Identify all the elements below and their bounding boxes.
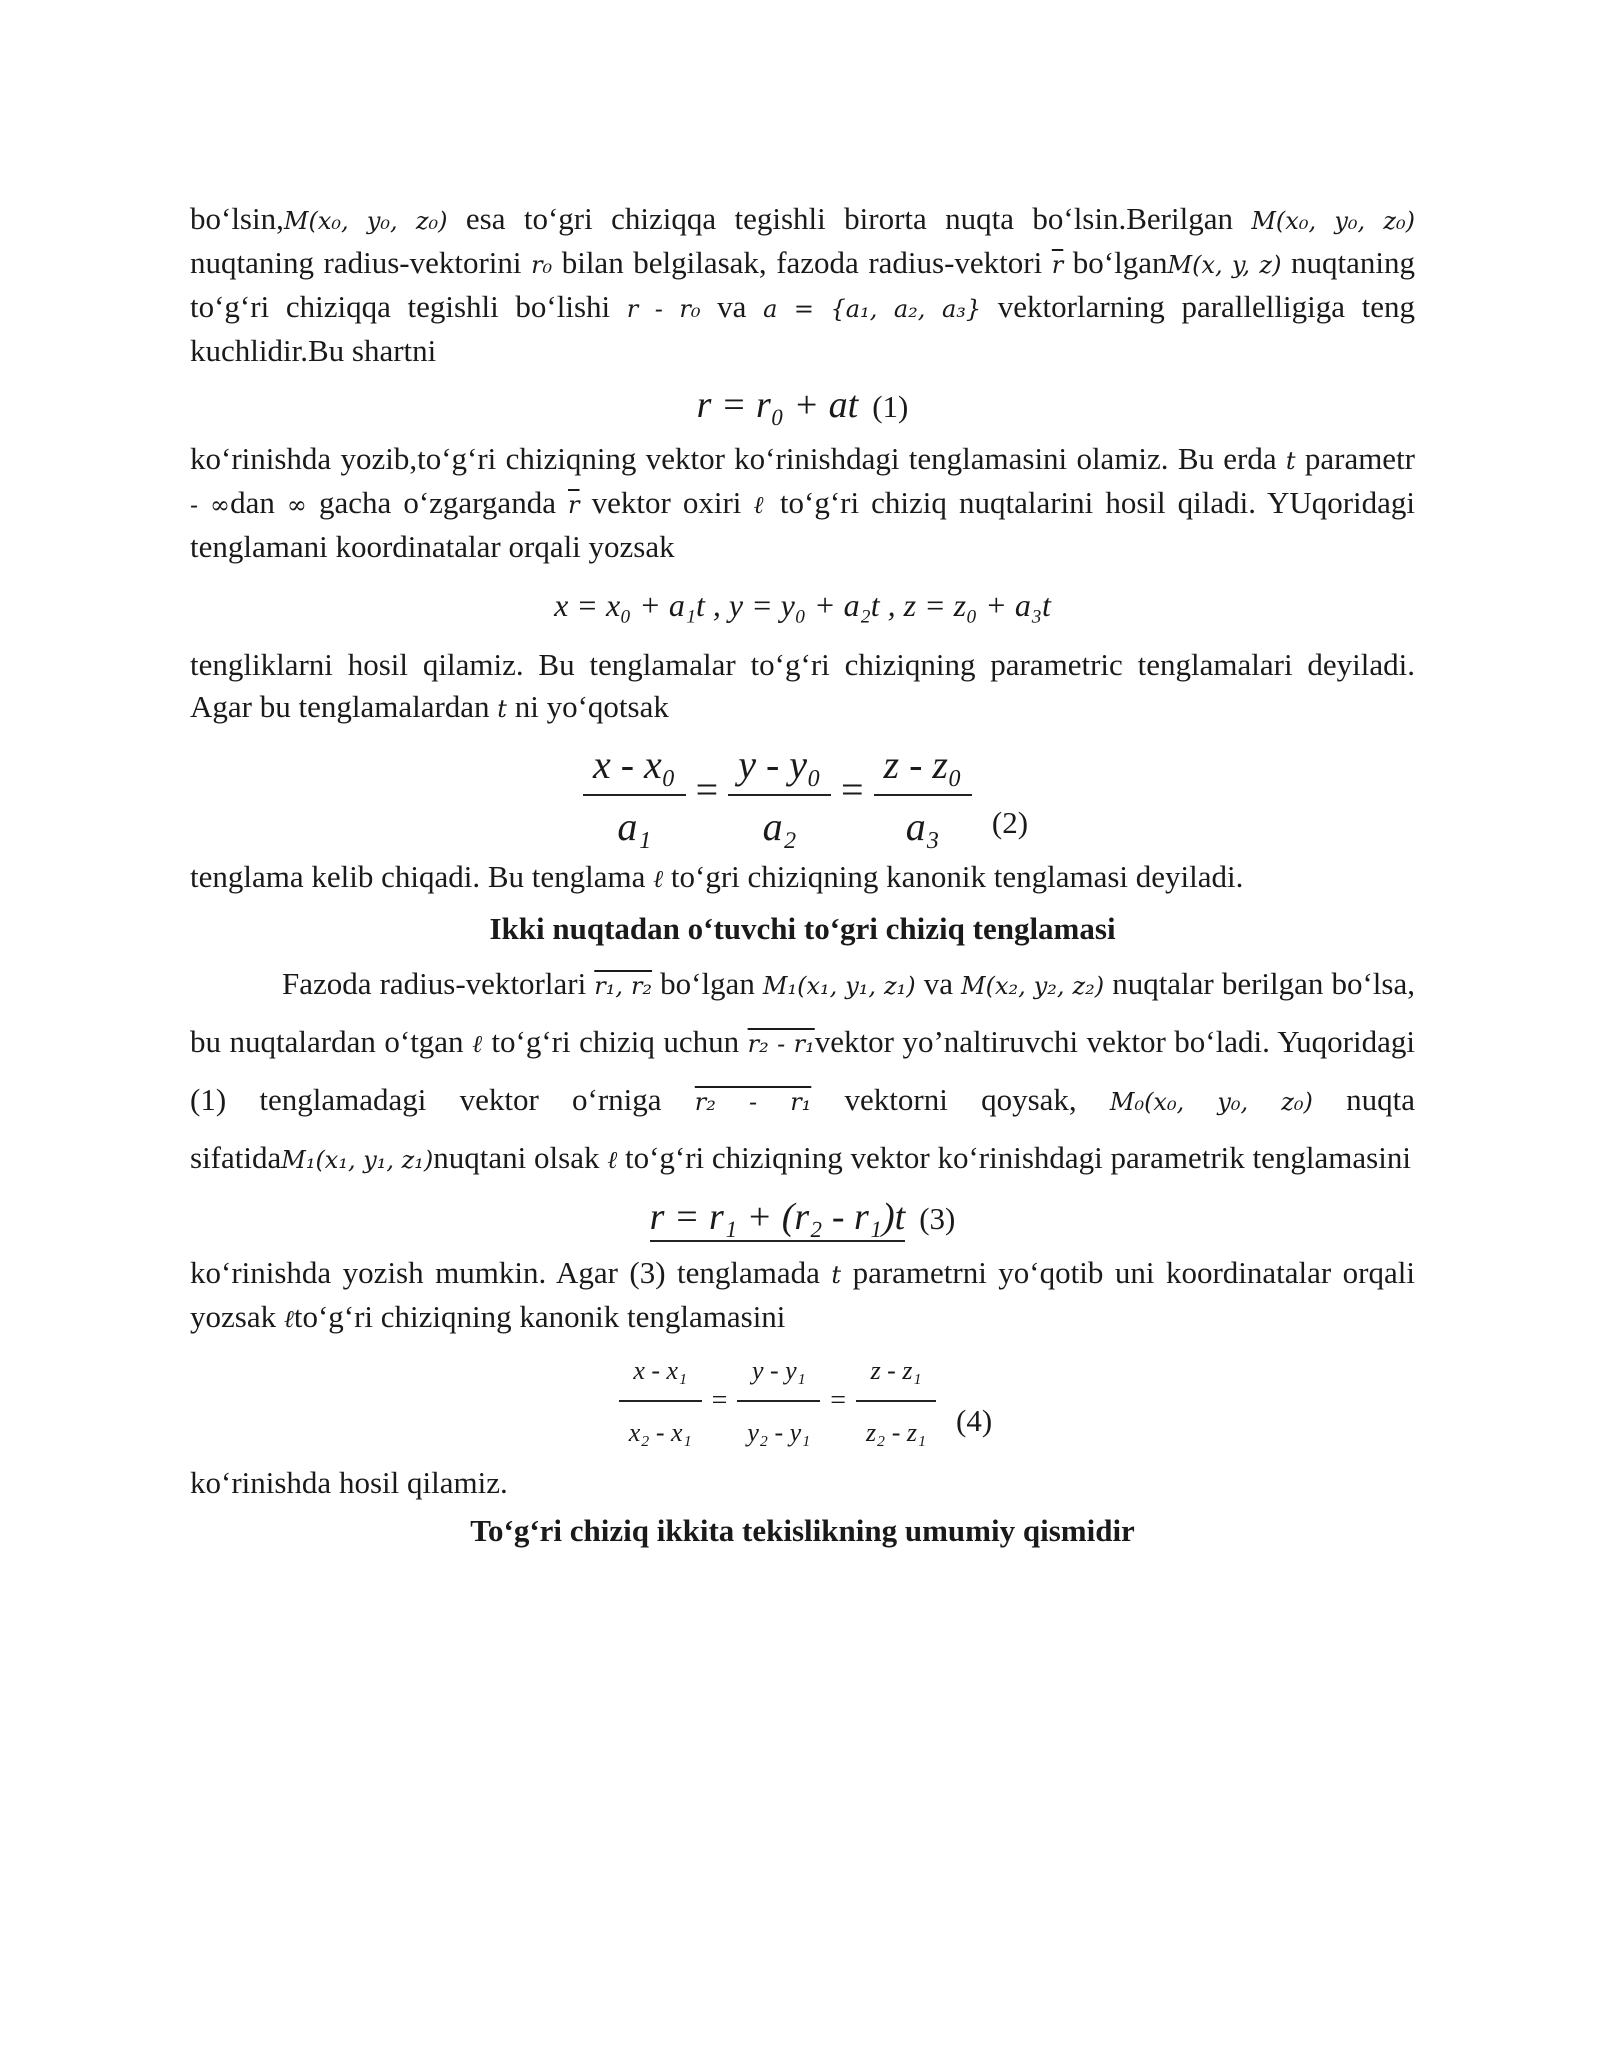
paragraph-6 (190, 1252, 1415, 1340)
text: Fazoda radius-vektorlari (282, 966, 595, 1001)
text: nuqtalar berilgan bo‘lsa, bu nuqtalardan o‘tgan (190, 966, 1415, 1059)
numerator: y - y₁ (737, 1350, 820, 1402)
section-heading: To‘g‘ri chiziq ikkita tekislikning umumiy qismidir (470, 1513, 1135, 1548)
document-page (190, 198, 1415, 1558)
math-inline: M₁(x₁, y₁, z₁) (281, 1146, 434, 1174)
text: tenglama kelib chiqadi. Bu tenglama (190, 859, 654, 894)
text: vektor oxiri (579, 485, 754, 520)
math-inline: t (831, 1261, 842, 1289)
text: to‘gri chiziqning kanonik tenglamasi deyiladi. (663, 859, 1244, 894)
math-inline: ∞ (286, 491, 307, 519)
text: va (915, 966, 962, 1001)
math-inline: $\overline{r}$ (568, 491, 580, 519)
text: esa to‘gri chiziqqa tegishli birorta nuqta bo‘lsin.Berilgan (447, 201, 1252, 236)
numerator: z - z₀ (874, 744, 972, 796)
text: bo‘lgan (652, 966, 763, 1001)
denominator: a₁ (617, 804, 652, 849)
equation-4 (190, 1350, 1415, 1454)
math-inline: ℓ (753, 491, 768, 519)
equation-parametric (190, 584, 1415, 626)
denominator: z₂ - z₁ (866, 1418, 927, 1447)
text: to‘g‘ri chiziq uchun (482, 1024, 748, 1059)
fraction (737, 1350, 820, 1454)
math-inline: ℓ (283, 1305, 294, 1333)
equals-sign: = (840, 767, 864, 813)
text: to‘g‘ri chiziq nuqtalarini hosil qiladi. YUqoridagi tenglamani koordinatalar orqali yozsak (190, 485, 1416, 564)
text: tengliklarni hosil qilamiz. Bu tenglamalar to‘g‘ri chiziqning parametric tenglamalari deyiladi. Agar bu tenglamalardan (190, 647, 1415, 724)
denominator: a₃ (905, 804, 940, 849)
math-inline: M₁(x₁, y₁, z₁) (762, 972, 916, 1000)
equation-number: (3) (919, 1201, 956, 1236)
math-inline: r₂ - r₁ (694, 1088, 812, 1116)
paragraph-7: ko‘rinishda hosil qilamiz. (190, 1465, 508, 1500)
fraction (583, 744, 686, 848)
fraction (728, 744, 831, 848)
math-inline: M(x₀, y₀, z₀) (283, 207, 448, 235)
math-inline: M(x₀, y₀, z₀) (1251, 207, 1416, 235)
text: vektor yo’naltiruvchi vektor bo‘ladi. Yuqoridagi (1) tenglamadagi vektor o‘rniga (190, 1024, 1415, 1117)
math-inline: t (497, 695, 507, 723)
fraction (856, 1350, 936, 1454)
text: gacha o‘zgarganda (306, 485, 569, 520)
math-inline: $\overline{r}$ (1051, 251, 1064, 279)
text: dan (230, 485, 287, 520)
math-inline: r₁, r₂ (594, 972, 653, 1000)
math-inline: - ∞ (190, 491, 231, 519)
text: nuqtaning radius-vektorini (190, 245, 532, 280)
text: ko‘rinishda yozib,to‘g‘ri chiziqning vektor ko‘rinishdagi tenglamasini olamiz. Bu erda (190, 441, 1286, 476)
text: parametrni yo‘qotib uni koordinatalar orqali yozsak (190, 1255, 1415, 1334)
math-inline: ℓ (472, 1030, 483, 1058)
equals-sign: = (830, 1385, 847, 1417)
numerator: x - x₀ (583, 744, 686, 796)
text: to‘g‘ri chiziqning kanonik tenglamasini (293, 1299, 786, 1334)
equation-text: x = x₀ + a₁t , y = y₀ + a₂t , z = z₀ + a₃t (554, 587, 1051, 623)
math-inline: r₀ (531, 251, 553, 279)
fraction (619, 1350, 702, 1454)
math-inline: r - r₀ (626, 295, 701, 323)
math-inline: M(x, y, z) (1167, 251, 1282, 279)
text: bo‘lsin, (190, 201, 284, 236)
math-inline: ℓ (607, 1146, 618, 1174)
paragraph-4 (190, 856, 1415, 900)
paragraph-3 (190, 644, 1415, 730)
equation-2 (190, 744, 1415, 848)
denominator: y₂ - y₁ (747, 1418, 811, 1447)
text: va (700, 289, 764, 324)
equation-number: (4) (956, 1403, 993, 1439)
text: parametr (1295, 441, 1416, 476)
math-inline: r₂ - r₁ (747, 1030, 815, 1058)
paragraph-5 (190, 956, 1415, 1188)
paragraph-1 (190, 198, 1415, 372)
text: vektorni qoysak, (811, 1082, 1110, 1117)
text: bilan belgilasak, fazoda radius-vektori (552, 245, 1052, 280)
paragraph-2 (190, 438, 1415, 568)
equation-3 (190, 1196, 1415, 1240)
equation-1 (190, 384, 1415, 428)
text: ko‘rinishda yozish mumkin. Agar (3) tenglamada (190, 1255, 832, 1290)
math-inline: M₀(x₀, y₀, z₀) (1109, 1088, 1313, 1116)
denominator: a₂ (762, 804, 797, 849)
equals-sign: = (711, 1385, 728, 1417)
fraction (874, 744, 972, 848)
numerator: z - z₁ (856, 1350, 936, 1402)
text: ni yo‘qotsak (506, 689, 669, 724)
text: bo‘lgan (1063, 245, 1168, 280)
text: nuqtaning to‘g‘ri chiziqqa tegishli bo‘lishi (190, 245, 1415, 324)
math-inline: t (1285, 447, 1296, 475)
equation-text: r = r₀ + at (696, 384, 859, 426)
denominator: x₂ - x₁ (628, 1418, 692, 1447)
math-inline: ℓ (653, 865, 664, 893)
equals-sign: = (695, 767, 719, 813)
equation-text: r = r₁ + (r₂ - r₁)t (650, 1196, 906, 1242)
section-heading: Ikki nuqtadan o‘tuvchi to‘gri chiziq tenglamasi (489, 911, 1116, 946)
math-inline: M(x₂, y₂, z₂) (961, 972, 1105, 1000)
text: nuqta sifatida (190, 1082, 1415, 1175)
text: vektorlarning parallelligiga teng kuchlidir.Bu shartni (190, 289, 1415, 368)
numerator: y - y₀ (728, 744, 831, 796)
math-inline: a = {a₁, a₂, a₃} (763, 295, 982, 323)
equation-number: (1) (872, 389, 909, 424)
numerator: x - x₁ (619, 1350, 702, 1402)
text: to‘g‘ri chiziqning vektor ko‘rinishdagi parametrik tenglamasini (617, 1140, 1411, 1175)
text: nuqtani olsak (433, 1140, 608, 1175)
equation-number: (2) (991, 805, 1029, 841)
